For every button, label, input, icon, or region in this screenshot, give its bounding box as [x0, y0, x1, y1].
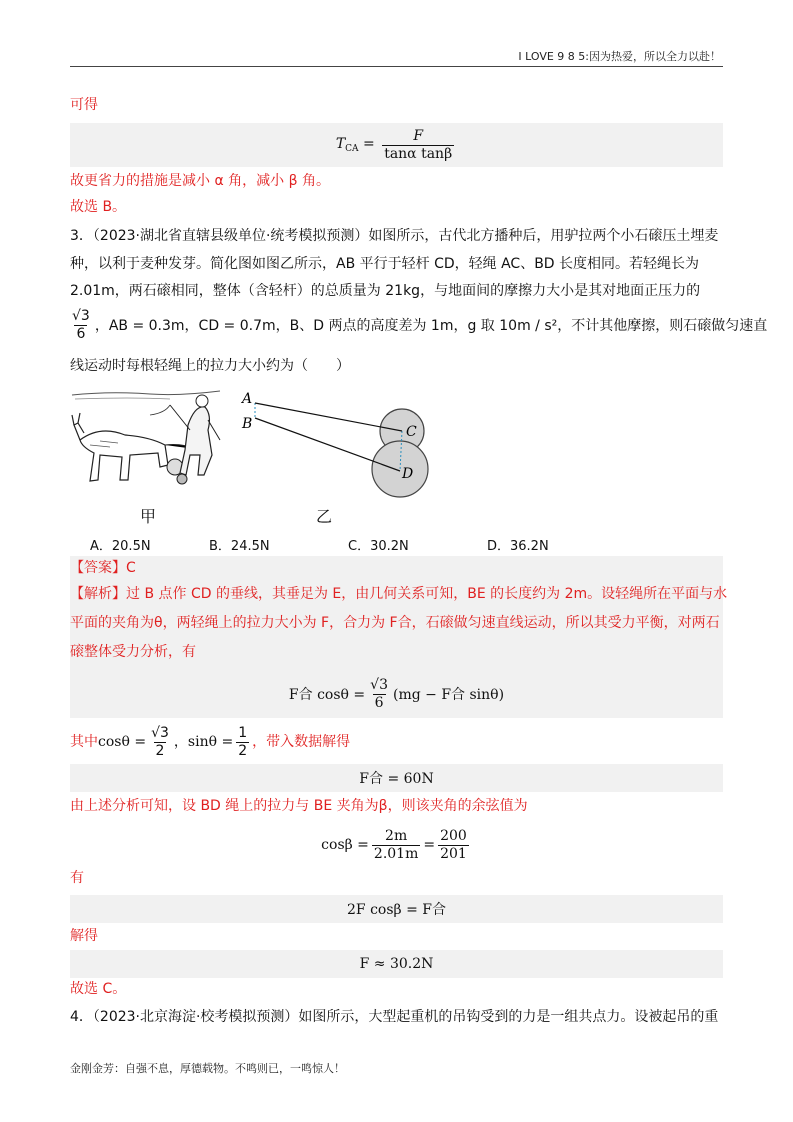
eq1-lhs: F合 cosθ =	[288, 687, 366, 703]
where-sin-num: 1	[238, 724, 248, 741]
figure-yi-diagram	[240, 385, 440, 505]
option-c: C．30.2N	[348, 539, 409, 554]
header-divider	[70, 66, 723, 67]
answer-band	[70, 556, 723, 580]
q3-frac-num: √3	[72, 308, 90, 324]
label-d: D	[402, 466, 414, 482]
q3-line2: 种，以利于麦种发芽。简化图如图乙所示，AB 平行于轻杆 CD，轻绳 AC、BD 长度相同。若轻绳长为	[70, 256, 700, 272]
analysis-line3: 磙整体受力分析，有	[70, 644, 196, 660]
rope-ac	[255, 403, 402, 431]
equation-5: F ≈ 30.2N	[70, 950, 723, 978]
q3-line4	[70, 308, 767, 343]
answer-line	[70, 558, 136, 578]
q3-line4-rest: ，AB = 0.3m，CD = 0.7m，B、D 两点的高度差为 1m，g 取 10m / s²，不计其他摩擦，则石磙做匀速直	[94, 317, 768, 334]
q3-frac-den: 6	[76, 326, 86, 342]
label-b: B	[242, 416, 253, 432]
jiede-text: 解得	[70, 928, 98, 944]
conclusion-text: 故更省力的措施是减小 α 角，减小 β 角。	[70, 173, 330, 189]
page-footer: 金刚金芳：自强不息，厚德载物。不鸣则已，一鸣惊人！	[70, 1062, 345, 1075]
where-cos-den: 2	[155, 742, 165, 759]
eq3-den2: 201	[440, 845, 467, 862]
bd-line: 由上述分析可知，设 BD 绳上的拉力与 BE 夹角为β，则该夹角的余弦值为	[70, 798, 528, 814]
equation-2: F合 = 60N	[70, 764, 723, 792]
where-line	[70, 722, 350, 762]
eq1-num: √3	[370, 676, 388, 693]
where-pre: 其中	[70, 734, 98, 750]
formula-tca-num: F	[413, 127, 424, 144]
label-a: A	[242, 391, 253, 407]
choose-c-text: 故选 C。	[70, 981, 127, 997]
figure-jia-donkey	[70, 385, 230, 500]
option-b: B．24.5N	[209, 539, 270, 554]
formula-tca-den: tanα tanβ	[384, 145, 453, 162]
where-sin: ，sinθ =	[173, 734, 234, 750]
q3-line1: 3．（2023·湖北省直辖县级单位·统考模拟预测）如图所示，古代北方播种后，用驴拉两个小石磙压土埋麦	[70, 228, 719, 244]
eq1-den: 6	[374, 694, 384, 711]
analysis-line2: 平面的夹角为θ，两轻绳上的拉力大小为 F，合力为 F合，石磙做匀速直线运动，所以其受力平衡，对两石	[70, 615, 720, 631]
equation-3	[70, 822, 723, 868]
analysis-line1	[70, 584, 727, 604]
eq1-rhs: (mg − F合 sinθ)	[392, 687, 505, 703]
choose-b-text: 故选 B。	[70, 199, 127, 215]
equation-4: 2F cosβ = F合	[70, 895, 723, 923]
formula-tca-lhs: T	[335, 136, 346, 152]
eq3-num1: 2m	[385, 827, 408, 844]
formula-tca-sub: CA	[345, 144, 359, 154]
q4-line1: 4．（2023·北京海淀·校考模拟预测）如图所示，大型起重机的吊钩受到的力是一组共点力。设被起吊的重	[70, 1009, 719, 1025]
answer-label: 【答案】	[70, 560, 126, 576]
label-c: C	[406, 424, 417, 440]
formula-tca: $T_{CA}$ = $\frac{F}{\text{tanα tanβ}}$	[70, 123, 723, 167]
eq3-lhs: cosβ =	[321, 837, 369, 853]
answer-value: C	[126, 560, 136, 576]
q3-line5: 线运动时每根轻绳上的拉力大小约为（ ）	[70, 358, 350, 374]
equation-1	[70, 670, 723, 718]
roller-d	[372, 441, 428, 497]
eq3-den1: 2.01m	[373, 845, 419, 862]
figure-jia-caption: 甲	[140, 507, 157, 526]
you-text: 有	[70, 870, 84, 886]
q3-line3: 2.01m，两石磙相同，整体（含轻杆）的总质量为 21kg，与地面间的摩擦力大小是其对地面正压力的	[70, 283, 701, 299]
option-a: A．20.5N	[90, 539, 151, 554]
where-post: ，带入数据解得	[252, 734, 351, 750]
figure-yi-caption: 乙	[316, 507, 333, 526]
where-cos: cosθ =	[98, 734, 147, 750]
eq3-equals: =	[423, 837, 436, 853]
option-d: D．36.2N	[487, 539, 549, 554]
eq3-num2: 200	[440, 827, 467, 844]
where-sin-den: 2	[238, 742, 248, 759]
analysis-text1: 过 B 点作 CD 的垂线，其垂足为 E，由几何关系可知，BE 的长度约为 2m。设轻绳所在平面与水	[126, 586, 728, 602]
analysis-label: 【解析】	[70, 586, 126, 602]
where-cos-num: √3	[151, 724, 169, 741]
ke-de-text: 可得	[70, 97, 98, 113]
page-header: I LOVE 9 8 5:因为热爱，所以全力以赴！	[518, 50, 721, 63]
